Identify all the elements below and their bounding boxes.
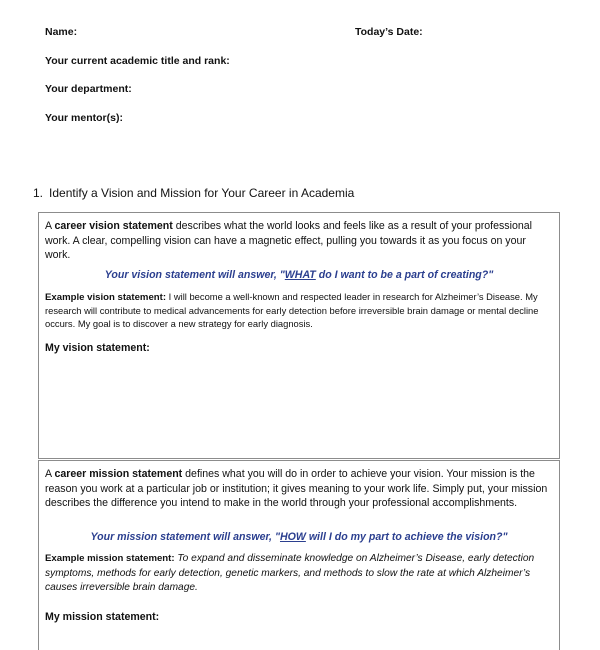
vision-callout-key: WHAT [284, 269, 316, 281]
title-rank-label: Your current academic title and rank: [45, 55, 230, 67]
mission-intro [45, 467, 551, 511]
vision-term: career vision statement [54, 220, 173, 232]
my-mission-label: My mission statement: [45, 611, 160, 623]
mission-example-text: To expand and disseminate knowledge on Alzheimer’s Disease, early detection symptoms, methods for early detection, genetic markers, and methods to slow the rate at which Alzheimer’s causes irreversible brain damage. [45, 553, 535, 594]
mission-callout-post: will I do my part to achieve the vision?" [305, 531, 508, 543]
vision-example-label: Example vision statement: [45, 292, 167, 303]
vision-callout-pre: Your vision statement will answer, " [104, 269, 285, 281]
todays-date-label: Today’s Date: [355, 26, 423, 38]
mentors-label: Your mentor(s): [45, 112, 123, 124]
department-label: Your department: [45, 83, 132, 95]
vision-intro [45, 219, 551, 263]
vision-callout-post: do I want to be a part of creating?" [315, 269, 494, 281]
mission-intro-text: defines what you will do in order to achieve your vision. Your mission is the reason you work at a particular job or institution; it gives meaning to your work life. Simply put, your mission describes the difference you intend to make in the world through your professional accomplishments. [45, 468, 548, 510]
name-field-label: Name: [45, 26, 78, 38]
vision-intro-lead: A [45, 220, 55, 232]
mission-term: career mission statement [54, 468, 183, 480]
section-title: Identify a Vision and Mission for Your Career in Academia [49, 186, 355, 200]
my-vision-label: My vision statement: [45, 342, 150, 354]
mission-box [38, 460, 560, 650]
vision-callout [39, 269, 559, 281]
mission-callout-key: HOW [279, 531, 306, 543]
mission-example-label: Example mission statement: [45, 553, 175, 564]
mission-callout-pre: Your mission statement will answer, " [90, 531, 280, 543]
mission-intro-lead: A [45, 468, 55, 480]
mission-example [45, 552, 551, 596]
vision-intro-text: describes what the world looks and feels like as a result of your professional work. A clear, compelling vision can have a magnetic effect, pulling you towards it as you focus on your work. [45, 220, 532, 262]
section-heading [33, 186, 354, 200]
mission-callout [39, 531, 559, 543]
section-number: 1. [33, 186, 44, 200]
vision-example-text: I will become a well-known and respected leader in research for Alzheimer’s Disease. My research will contribute to medical advancements for early detection before irreversible brain damage or mental decline occurs. My goal is to discover a new strategy for early diagnosis. [45, 291, 539, 330]
vision-box [38, 212, 560, 459]
vision-example [45, 290, 551, 331]
